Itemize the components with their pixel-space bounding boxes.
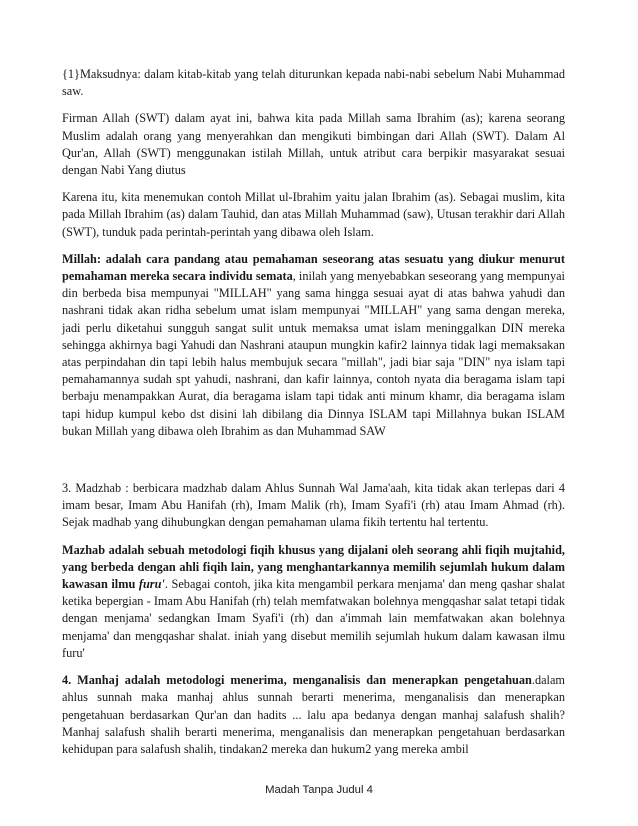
document-page (62, 66, 565, 768)
footer-text: Madah Tanpa Judul 4 (265, 784, 373, 796)
mazhab-definition-text: . Sebagai contoh, jika kita mengambil perkara menjama' dan meng qashar shalat ketika bepergian - Imam Abu Hanifah (rh) telah memfatwakan bolehnya mengqashar salat tetapi tidak dengan menjama' sedangkan Imam Syafi'i (rh) dan a'immah lain memfatwakan akan bolehnya menjama' dan mengqashar shalat. iniah yang disebut memilih sejumlah hukum dalam kawasan ilmu furu' (62, 577, 565, 660)
manhaj-definition-bold: 4. Manhaj adalah metodologi menerima, menganalisis dan menerapkan pengetahuan (62, 673, 532, 688)
firman-text: Firman Allah (SWT) dalam ayat ini, bahwa kita pada Millah sama Ibrahim (as); karena seorang Muslim adalah orang yang menyerahkan dan mengikuti bimbingan dari Allah (SWT). Dalam Al Qur'an, Allah (SWT) menggunakan istilah Millah, untuk atribut cara berpikir masyarakat sesuai dengan Nabi Yang diutus (62, 111, 565, 178)
madzhab-text: 3. Madzhab : berbicara madzhab dalam Ahlus Sunnah Wal Jama'aah, kita tidak akan terlepas dari 4 imam besar, Imam Abu Hanifah (rh), Imam Malik (rh), Imam Syafi'i (rh) atau Imam Ahmad (rh). Sejak madhab yang dihubungkan dengan pemahaman ulama fikih tertentu hal tertentu. (62, 481, 565, 530)
millah-definition-paragraph (62, 251, 565, 440)
madzhab-paragraph (62, 480, 565, 532)
footnote-paragraph (62, 66, 565, 100)
manhaj-text: .dalam ahlus sunnah maka manhaj ahlus sunnah berarti menerima, menganalisis dan menerapkan pengetahuan berdasarkan Qur'an dan hadits ... lalu apa bedanya dengan manhaj salafush shalih?Manhaj salafush shalih berarti menerima, menganalisis dan menerapkan pengetahuan berdasarkan kehidupan para salafush shalih, tindakan2 mereka dan hukum2 yang mereka ambil (62, 673, 565, 756)
furu-italic: furu' (138, 577, 165, 592)
millah-definition-bold: Millah: adalah cara pandang atau pemahaman seseorang atas sesuatu yang diukur menurut pemahaman mereka secara individu semata (62, 251, 565, 284)
millat-ibrahim-paragraph (62, 189, 565, 241)
manhaj-paragraph (62, 672, 565, 758)
page-footer (0, 784, 638, 796)
millah-definition-text: , inilah yang menyebabkan seseorang yang mempunyai din berbeda bisa mempunyai "MILLAH" yang sama hingga sesuai ayat di atas bahwa yahudi dan nashrani tidak akan ridha sebelum umat islam mempunyai "MILLAH" yang sama dengan mereka, jadi perlu diketahui sungguh sangat sulit untuk memaksa umat islam meninggalkan DIN mereka sehingga akhirnya bagi Yahudi dan Nashrani ataupun mungkin kafir2 lainnya tidak lagi memaksakan atas perpindahan din tapi lebih halus membujuk secara "millah", jadi biar saja "DIN" nya islam tapi pemahamannya sudah spt yahudi, nashrani, dan kafir lainnya, contoh nyata dia beragama islam tapi berbaju menampakkan Aurat, dia beragama islam tapi tidak anti minum khamr, dia beragama islam tapi hidup kumpul kebo dst disini lah dibilang dia Dinnya ISLAM tapi Millahnya bukan ISLAM bukan Millah yang dibawa oleh Ibrahim as dan Muhammad SAW (62, 269, 565, 438)
footnote-text: {1}Maksudnya: dalam kitab-kitab yang telah diturunkan kepada nabi-nabi sebelum Nabi Muhammad saw. (62, 67, 565, 99)
mazhab-definition-bold: Mazhab adalah sebuah metodologi fiqih khusus yang dijalani oleh seorang ahli fiqih mujtahid, yang berbeda dengan ahli fiqih lain, yang menghantarkannya memilih sejumlah hukum dalam kawasan ilmu (62, 542, 565, 592)
millat-ibrahim-text: Karena itu, kita menemukan contoh Millat ul-Ibrahim yaitu jalan Ibrahim (as). Sebagai muslim, kita pada Millah Ibrahim (as) dalam Tauhid, dan atas Millah Muhammad (saw), Utusan terakhir dari Allah (SWT), tunduk pada perintah-perintah yang dibawa oleh Islam. (62, 190, 565, 239)
firman-paragraph (62, 110, 565, 179)
mazhab-definition-paragraph (62, 542, 565, 662)
